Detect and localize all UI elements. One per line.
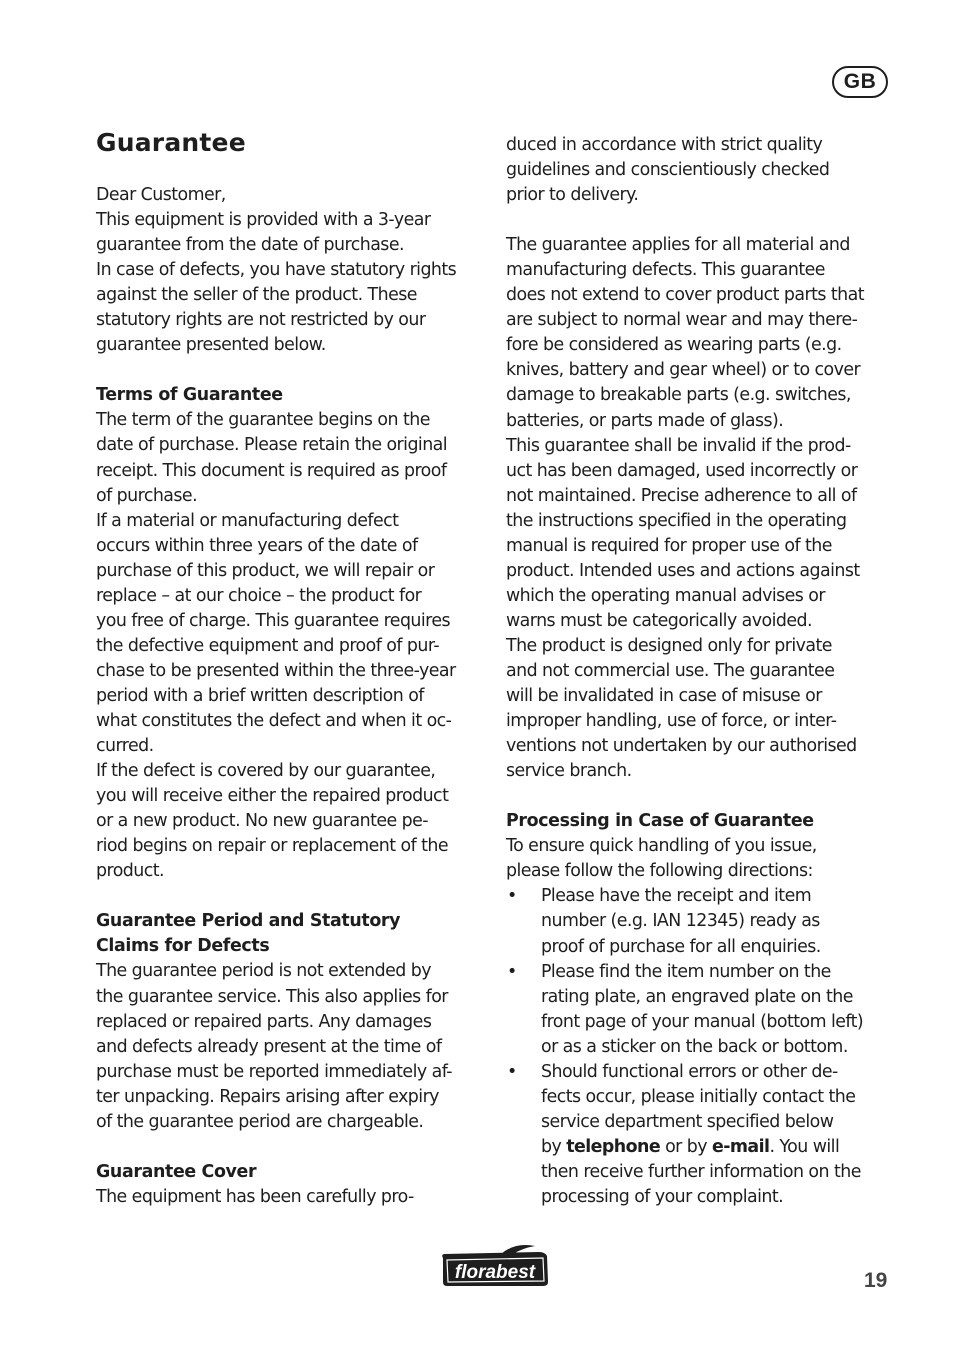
bullet-list-line <box>506 1060 896 1085</box>
body-text-line: manual is required for proper use of the <box>506 535 832 556</box>
section-heading: Guarantee Cover <box>96 1161 257 1182</box>
bullet-list-line <box>506 1185 896 1210</box>
body-text-line: The equipment has been carefully pro- <box>96 1186 414 1207</box>
body-text-line: prior to delivery. <box>506 185 639 206</box>
bullet-list-line <box>506 884 896 909</box>
bullet-list-line <box>506 909 896 934</box>
body-text-line: chase to be presented within the three-year <box>96 660 456 681</box>
florabest-logo <box>439 1244 551 1288</box>
page-title: Guarantee <box>96 128 246 157</box>
body-text-line: ter unpacking. Repairs arising after expiry <box>96 1086 439 1107</box>
bullet-text: Please have the receipt and item <box>541 886 812 907</box>
bullet-list-line <box>506 1010 896 1035</box>
body-text-line: To ensure quick handling of you issue, <box>506 836 817 857</box>
body-text-line: improper handling, use of force, or inter- <box>506 711 837 732</box>
body-text-line: date of purchase. Please retain the original <box>96 435 448 456</box>
bullet-text: Should functional errors or other de- <box>541 1061 838 1082</box>
body-text-line: uct has been damaged, used incorrectly or <box>506 460 858 481</box>
body-text-line: guarantee from the date of purchase. <box>96 235 404 256</box>
body-text-line: are subject to normal wear and may there- <box>506 310 858 331</box>
body-text-line: you will receive either the repaired product <box>96 786 449 807</box>
body-text-line: which the operating manual advises or <box>506 585 825 606</box>
body-text-line: batteries, or parts made of glass). <box>506 410 784 431</box>
left-column <box>96 183 486 1210</box>
body-text-line: This equipment is provided with a 3-year <box>96 210 431 231</box>
body-text-line: of purchase. <box>96 485 198 506</box>
body-text-line: The guarantee period is not extended by <box>96 961 431 982</box>
bullet-list-line <box>506 1035 896 1060</box>
bullet-marker: • <box>507 1061 517 1082</box>
bullet-list-line <box>506 1085 896 1110</box>
text-fragment: or by <box>660 1136 712 1157</box>
page-number: 19 <box>864 1269 888 1292</box>
body-text-line: The term of the guarantee begins on the <box>96 410 430 431</box>
body-text-line: purchase must be reported immediately af- <box>96 1061 453 1082</box>
paragraph-spacer <box>506 208 896 233</box>
bullet-text: proof of purchase for all enquiries. <box>541 936 821 957</box>
body-text-line: The guarantee applies for all material and <box>506 235 850 256</box>
body-text-line: the guarantee service. This also applies for <box>96 986 448 1007</box>
body-text-line: If the defect is covered by our guarantee, <box>96 761 436 782</box>
body-text-line: and not commercial use. The guarantee <box>506 660 835 681</box>
right-column <box>506 133 896 1210</box>
body-text-line: guarantee presented below. <box>96 335 326 356</box>
body-text-line: not maintained. Precise adherence to all of <box>506 485 857 506</box>
body-text-line: replace – at our choice – the product for <box>96 585 422 606</box>
body-text-line: damage to breakable parts (e.g. switches, <box>506 385 851 406</box>
bullet-text: front page of your manual (bottom left) <box>541 1011 864 1032</box>
body-text-line: occurs within three years of the date of <box>96 535 418 556</box>
paragraph-spacer <box>96 884 486 909</box>
bullet-text: then receive further information on the <box>541 1161 861 1182</box>
bullet-list-line <box>506 935 896 960</box>
body-text-line: This guarantee shall be invalid if the prod- <box>506 435 851 456</box>
bullet-text: processing of your complaint. <box>541 1186 784 1207</box>
paragraph-spacer <box>96 358 486 383</box>
body-text-line: knives, battery and gear wheel) or to cover <box>506 360 861 381</box>
bullet-marker: • <box>507 961 517 982</box>
body-text-line: manufacturing defects. This guarantee <box>506 260 825 281</box>
section-heading: Claims for Defects <box>96 936 270 957</box>
paragraph-spacer <box>506 784 896 809</box>
body-text-line: The product is designed only for private <box>506 635 832 656</box>
body-text-line: will be invalidated in case of misuse or <box>506 686 822 707</box>
body-text-line: receipt. This document is required as proof <box>96 460 447 481</box>
body-text-line: warns must be categorically avoided. <box>506 610 812 631</box>
body-text-line: guidelines and conscientiously checked <box>506 160 830 181</box>
body-text-line: In case of defects, you have statutory rights <box>96 260 457 281</box>
body-text-line: purchase of this product, we will repair or <box>96 560 435 581</box>
bullet-text: Please find the item number on the <box>541 961 831 982</box>
body-text-line: product. <box>96 861 165 882</box>
body-text-line: duced in accordance with strict quality <box>506 135 823 155</box>
svg-text:florabest: florabest <box>454 1262 536 1283</box>
body-text-line: does not extend to cover product parts that <box>506 285 864 306</box>
bullet-text: or as a sticker on the back or bottom. <box>541 1036 848 1057</box>
body-text-line: If a material or manufacturing defect <box>96 510 399 531</box>
body-text-line: replaced or repaired parts. Any damages <box>96 1011 432 1032</box>
bullet-list-line <box>506 1160 896 1185</box>
bold-contact-term: telephone <box>566 1136 661 1157</box>
section-heading: Processing in Case of Guarantee <box>506 811 814 832</box>
body-text-line: the defective equipment and proof of pur- <box>96 635 440 656</box>
bullet-text: fects occur, please initially contact the <box>541 1086 856 1107</box>
bullet-list-line <box>506 960 896 985</box>
body-text-line: Dear Customer, <box>96 185 226 205</box>
bullet-list-line <box>506 1110 896 1135</box>
bullet-text: rating plate, an engraved plate on the <box>541 986 853 1007</box>
body-text-line: ventions not undertaken by our authorised <box>506 736 857 757</box>
text-fragment: . You will <box>769 1136 840 1157</box>
body-text-line: what constitutes the defect and when it oc- <box>96 710 452 731</box>
bold-contact-term: e-mail <box>711 1136 770 1157</box>
body-text-line: against the seller of the product. These <box>96 285 417 306</box>
body-text-line: or a new product. No new guarantee pe- <box>96 811 428 832</box>
body-text-line: service branch. <box>506 761 632 782</box>
bullet-text: service department specified below <box>541 1111 834 1132</box>
body-text-line: product. Intended uses and actions against <box>506 560 860 581</box>
body-text-line: statutory rights are not restricted by our <box>96 310 426 331</box>
language-badge: GB <box>832 66 888 98</box>
bullet-text: number (e.g. IAN 12345) ready as <box>541 911 820 932</box>
body-text-line: riod begins on repair or replacement of the <box>96 836 449 857</box>
body-text-line: fore be considered as wearing parts (e.g. <box>506 335 842 356</box>
paragraph-spacer <box>96 1135 486 1160</box>
body-text-line: and defects already present at the time of <box>96 1036 442 1057</box>
body-text-line: the instructions specified in the operating <box>506 510 847 531</box>
section-heading: Terms of Guarantee <box>96 385 283 406</box>
body-text-line: you free of charge. This guarantee requires <box>96 610 451 631</box>
bullet-list-line <box>506 1135 896 1160</box>
body-text-line: curred. <box>96 736 154 757</box>
body-text-line: period with a brief written description of <box>96 685 424 706</box>
section-heading: Guarantee Period and Statutory <box>96 911 401 932</box>
bullet-list-line <box>506 985 896 1010</box>
text-fragment: by <box>541 1136 567 1157</box>
bullet-marker: • <box>507 886 517 907</box>
body-text-line: please follow the following directions: <box>506 861 813 882</box>
body-text-line: of the guarantee period are chargeable. <box>96 1111 424 1132</box>
